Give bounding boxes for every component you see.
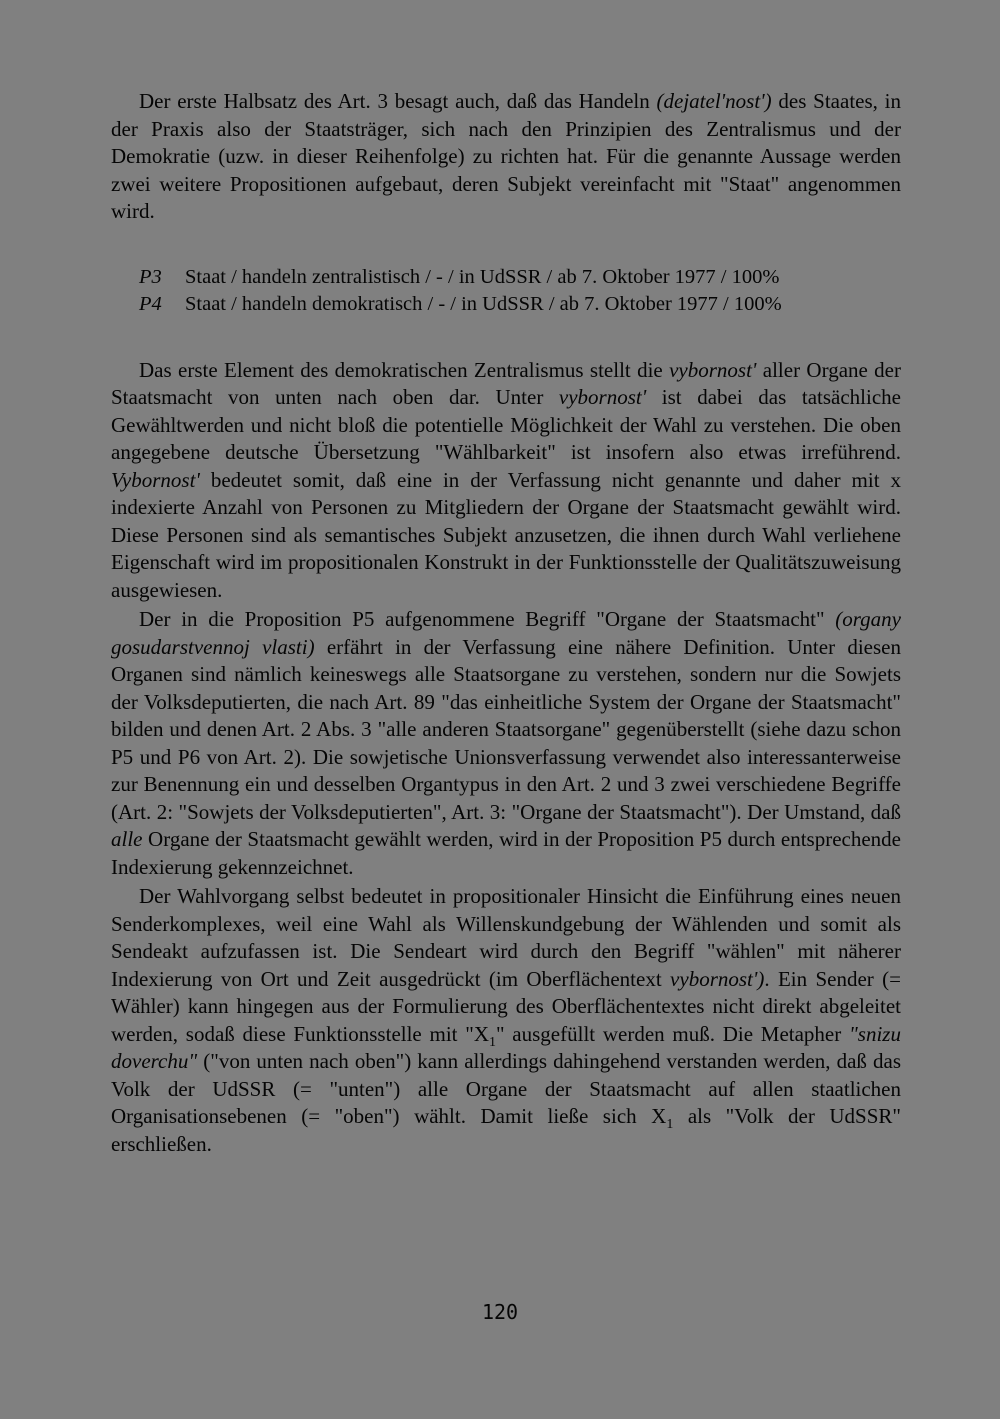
- term-vybornost: vybornost': [669, 357, 757, 382]
- paragraph-2-text-d: bedeutet somit, daß eine in der Verfassung nicht genannte und daher mit x indexierte Anzahl von Personen zu Mitgliedern der Organe der Staatsmacht gewählt wird. Diese Personen sind als semantisches Subjekt anzusetzen, die ihnen durch Wahl verliehene Eigenschaft wird im propositionalen Konstrukt in der Funktionsstelle der Qualitätszuweisung ausgewiesen.: [111, 467, 901, 602]
- paragraph-4-text-c: " ausgefüllt werden muß. Die Metapher: [495, 1021, 849, 1046]
- term-snizu-doverchu: "snizu doverchu": [111, 1021, 901, 1073]
- paragraph-4-text-b: . Ein Sender (= Wähler) kann hingegen aus der Formulierung des Oberflächentextes nicht direkt abgeleitet werden, sodaß diese Funktionsstelle mit "X: [111, 966, 901, 1046]
- proposition-label: P3: [139, 265, 162, 288]
- paragraph-2-text-a: Das erste Element des demokratischen Zentralismus stellt die: [139, 357, 670, 382]
- paragraph-3-text-c: Organe der Staatsmacht gewählt werden, wird in der Proposition P5 durch entsprechende Indexierung gekennzeichnet.: [111, 827, 901, 879]
- proposition-text: Staat / handeln demokratisch / - / in UdSSR / ab 7. Oktober 1977 / 100%: [185, 293, 782, 315]
- subscript: 1: [666, 1117, 674, 1133]
- proposition-p4: [139, 291, 901, 319]
- proposition-p3: [139, 264, 901, 292]
- paragraph-2: [111, 357, 901, 605]
- paragraph-2-text-b: aller Organe der Staatsmacht von unten nach oben dar. Unter: [111, 357, 901, 409]
- document-page: [111, 88, 901, 1158]
- paragraph-1: [111, 88, 901, 226]
- paragraph-3-text-a: Der in die Proposition P5 aufgenommene Begriff "Organe der Staatsmacht": [139, 607, 836, 631]
- subscript: 1: [488, 1034, 496, 1050]
- paragraph-1-text-a: Der erste Halbsatz des Art. 3 besagt auch, daß das Handeln: [139, 89, 657, 113]
- term-vybornost: vybornost'): [670, 966, 765, 991]
- paragraph-4-text-d: ("von unten nach oben") kann allerdings dahingehend verstanden werden, daß das Volk der UdSSR (= "unten") alle Organe der Staatsmacht auf allen staatlichen Organisationsebenen (= "oben") wählt. Damit ließe sich X: [111, 1049, 901, 1128]
- paragraph-1-text-b: des Staates, in der Praxis also der Staatsträger, sich nach den Prinzipien des Zentralismus und der Demokratie (uzw. in dieser Reihenfolge) zu richten hat. Für die genannte Aussage werden zwei weitere Propositionen aufgebaut, deren Subjekt vereinfacht mit "Staat" angenommen wird.: [111, 89, 901, 223]
- paragraph-4-text-e: als "Volk der UdSSR" erschließen.: [111, 1104, 901, 1156]
- proposition-label: P4: [139, 293, 162, 315]
- paragraph-4-text-a: Der Wahlvorgang selbst bedeutet in propositionaler Hinsicht die Einführung eines neuen Senderkomplexes, weil eine Wahl als Willenskundgebung der Wählenden und somit als Sendeakt aufzufassen ist. Die Sendeart wird durch den Begriff "wählen" mit näherer Indexierung von Ort und Zeit ausgedrückt (im Oberflächentext: [111, 884, 901, 991]
- term-vybornost: vybornost': [558, 385, 647, 409]
- paragraph-4: [111, 883, 901, 1158]
- paragraph-3: [111, 606, 901, 881]
- term-vybornost: Vybornost': [111, 467, 200, 492]
- propositions-list: [139, 264, 901, 319]
- term-dejatelnost: (dejatel'nost'): [656, 89, 772, 113]
- paragraph-2-text-c: ist dabei das tatsächliche Gewähltwerden und nicht bloß die potentielle Möglichkeit der Wahl zu verstehen. Die oben angegebene deutsche Übersetzung "Wählbarkeit" ist insofern also etwas irreführend.: [111, 385, 901, 464]
- emphasis-alle: alle: [111, 827, 143, 851]
- paragraph-3-text-b: erfährt in der Verfassung eine nähere Definition. Unter diesen Organen sind nämlich keineswegs alle Staatsorgane zu verstehen, sondern nur die Sowjets der Volksdeputierten, die nach Art. 89 "das einheitliche System der Organe der Staatsmacht" bilden und denen Art. 2 Abs. 3 "alle anderen Staatsorgane" gegenüberstellt (siehe dazu schon P5 und P6 von Art. 2). Die sowjetische Unionsverfassung verwendet also interessanterweise zur Benennung ein und desselben Organtypus in den Art. 2 und 3 zwei verschiedene Begriffe (Art. 2: "Sowjets der Volksdeputierten", Art. 3: "Organe der Staatsmacht"). Der Umstand, daß: [111, 634, 901, 824]
- page-number: 120: [481, 1300, 519, 1324]
- proposition-text: Staat / handeln zentralistisch / - / in UdSSR / ab 7. Oktober 1977 / 100%: [185, 265, 780, 288]
- term-organy: (organy gosudarstvennoj vlasti): [111, 607, 901, 659]
